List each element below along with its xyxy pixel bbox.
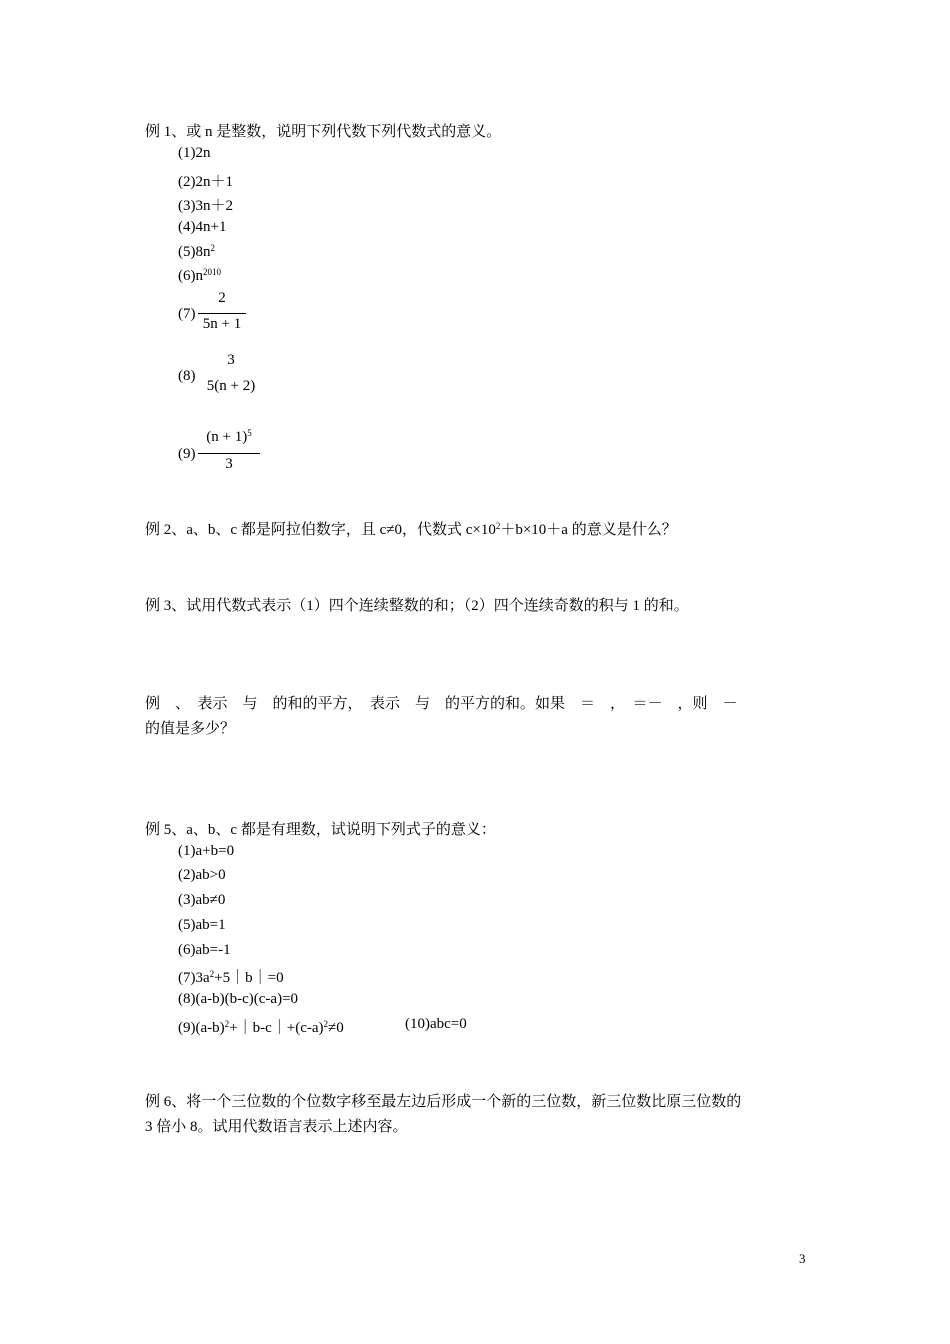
example-2-part-b: ＋b×10＋a 的意义是什么？	[500, 522, 677, 538]
example-1-item-7-label: (7)	[178, 306, 196, 322]
item-9-exponent: 5	[247, 428, 252, 438]
example-5-item-6: (6)ab=-1	[178, 942, 231, 958]
item-9-part-b: +｜b-c｜+(c-a)	[229, 1020, 324, 1036]
item-9-fraction	[198, 429, 260, 479]
example-1-title: 例 1、或 n 是整数，说明下列代数下列代数式的意义。	[145, 124, 502, 140]
item-9-fraction-bar	[198, 453, 260, 454]
page-number: 3	[799, 1251, 806, 1266]
example-6-line-1: 例 6、将一个三位数的个位数字移至最左边后形成一个新的三位数，新三位数比原三位数的	[145, 1094, 742, 1110]
example-5-item-2: (2)ab>0	[178, 867, 226, 883]
item-9-numerator	[198, 429, 260, 446]
item-9-exponent-2: 2	[323, 1019, 329, 1029]
item-5-exponent: 2	[210, 243, 215, 253]
example-5-item-3: (3)ab≠0	[178, 892, 226, 908]
item-6-base: (6)n	[178, 268, 203, 284]
example-3: 例 3、试用代数式表示（1）四个连续整数的和；（2）四个连续奇数的积与 1 的和。	[145, 598, 689, 614]
item-7-numerator: 2	[218, 290, 226, 306]
example-5-item-9	[178, 1016, 344, 1037]
example-5-item-5: (5)ab=1	[178, 917, 226, 933]
example-1-item-1: (1)2n	[178, 145, 211, 161]
item-7-denominator: 5n + 1	[202, 316, 242, 332]
example-1-item-3: (3)3n＋2	[178, 198, 233, 214]
item-7-part-a: (7)3a	[178, 970, 210, 986]
example-5-item-1: (1)a+b=0	[178, 843, 235, 859]
example-2-part-a: 例 2、a、b、c 都是阿拉伯数字，且 c≠0，代数式 c×10	[145, 522, 496, 538]
example-5-item-7	[178, 966, 284, 987]
example-1-item-6	[178, 268, 221, 285]
example-1-item-8-label: (8)	[178, 368, 196, 384]
item-5-base: (5)8n	[178, 244, 211, 260]
example-5-title: 例 5、a、b、c 都是有理数，试说明下列式子的意义：	[145, 822, 496, 838]
item-9-numerator-base: (n + 1)	[206, 429, 248, 445]
example-2	[145, 518, 677, 539]
example-1-item-5	[178, 244, 215, 261]
item-9-denominator: 3	[225, 456, 233, 472]
item-9-part-a: (9)(a-b)	[178, 1020, 225, 1036]
item-9-exponent-1: 2	[224, 1019, 230, 1029]
example-2-exponent: 2	[495, 521, 501, 531]
item-7-fraction-bar	[198, 313, 246, 314]
example-5-item-10: (10)abc=0	[405, 1016, 467, 1032]
example-1-item-4: (4)4n+1	[178, 219, 227, 235]
example-4-line-2: 的值是多少？	[145, 721, 236, 737]
example-6-line-2: 3 倍小 8。试用代数语言表示上述内容。	[145, 1119, 408, 1135]
example-5-item-8: (8)(a-b)(b-c)(c-a)=0	[178, 991, 299, 1007]
item-8-numerator: 3	[227, 352, 235, 368]
item-8-fraction	[198, 352, 264, 402]
item-7-exponent: 2	[209, 969, 215, 979]
example-1-item-9-label: (9)	[178, 446, 196, 462]
item-7-part-b: +5｜b｜=0	[214, 970, 284, 986]
item-7-fraction	[198, 290, 246, 340]
example-1-item-2: (2)2n＋1	[178, 174, 233, 190]
example-4-line-1: 例 、 表示 与 的和的平方， 表示 与 的平方的和。如果 ＝ ， ＝－ ，则 －	[145, 696, 738, 712]
item-9-part-c: ≠0	[328, 1020, 344, 1036]
item-6-exponent: 2010	[203, 267, 221, 277]
item-8-denominator: 5(n + 2)	[206, 378, 256, 394]
